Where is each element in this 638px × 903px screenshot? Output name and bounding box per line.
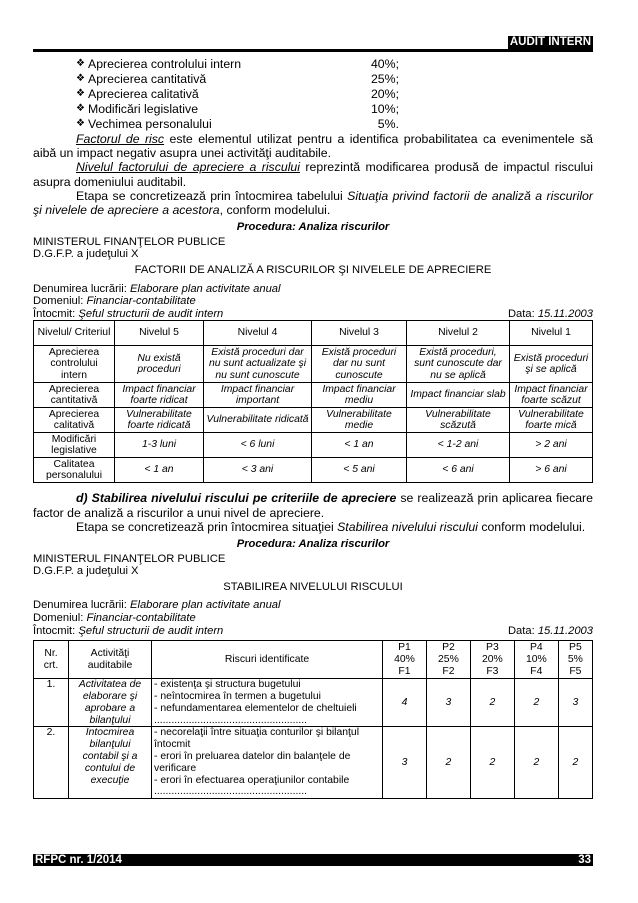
weight-item: ❖ Aprecierea calitativă 20%; bbox=[76, 87, 399, 102]
department: D.G.F.P. a judeţului X bbox=[33, 565, 139, 578]
paragraph-level: Nivelul factorului de apreciere a riscului reprezintă modificarea produsă de impactul riscului asupra domeniului auditabil. bbox=[33, 160, 593, 189]
diamond-bullet-icon: ❖ bbox=[76, 118, 85, 130]
risks-cell: - existenţa şi structura bugetului - neîntocmirea în termen a bugetului - nefundamentarea elementelor de cheltuieli ..................................................... bbox=[152, 679, 383, 727]
criterion-cell: Aprecierea cantitativă bbox=[34, 383, 115, 408]
table-cell: Vulnerabilitate foarte mică bbox=[510, 408, 593, 433]
domain: Domeniul: Financiar-contabilitate bbox=[33, 611, 196, 624]
page-number: 33 bbox=[578, 854, 591, 866]
work-name: Denumirea lucrării: Elaborare plan activitate anual bbox=[33, 282, 281, 295]
table-row bbox=[34, 679, 593, 727]
score-cell: 2 bbox=[558, 727, 592, 799]
table-title: STABILIREA NIVELULUI RISCULUI bbox=[223, 580, 403, 593]
table-row bbox=[34, 433, 593, 458]
risk-table bbox=[33, 640, 593, 799]
table-header: Nivelul 3 bbox=[312, 321, 407, 346]
diamond-bullet-icon: ❖ bbox=[76, 88, 85, 100]
table-title: FACTORII DE ANALIZĂ A RISCURILOR ŞI NIVELELE DE APRECIERE bbox=[134, 264, 492, 276]
table-cell: Impact financiar mediu bbox=[312, 383, 407, 408]
weight-item: ❖ Aprecierea cantitativă 25%; bbox=[76, 72, 399, 87]
activity-cell: Întocmirea bilanţului contabil şi a contului de execuţie bbox=[69, 727, 152, 799]
table-cell: > 6 ani bbox=[510, 458, 593, 483]
weight-header: P4 10% F4 bbox=[514, 641, 558, 679]
table-header: Activităţi auditabile bbox=[69, 641, 152, 679]
journal-label: RFPC nr. 1/2014 bbox=[35, 854, 122, 866]
score-cell: 2 bbox=[470, 679, 514, 727]
criterion-cell: Aprecierea calitativă bbox=[34, 408, 115, 433]
table-cell: Impact financiar important bbox=[204, 383, 312, 408]
paragraph-risk-factor: Factorul de risc este elementul utilizat pentru a identifica probabilitatea ca evenimentele să aibă un impact negativ asupra unei activităţi auditabile. bbox=[33, 132, 593, 161]
paragraph-establish: d) Stabilirea nivelului riscului pe criteriile de apreciere se realizează prin aplicarea fiecare factor de analiză a riscurilor a unui nivel de apreciere. bbox=[33, 491, 593, 520]
table-header: Riscuri identificate bbox=[152, 641, 383, 679]
date: Data: 15.11.2003 bbox=[507, 307, 593, 320]
table-header: Nivelul 1 bbox=[510, 321, 593, 346]
table-cell: > 2 ani bbox=[510, 433, 593, 458]
table-cell: < 3 ani bbox=[204, 458, 312, 483]
table-row bbox=[34, 727, 593, 799]
score-cell: 3 bbox=[558, 679, 592, 727]
diamond-bullet-icon: ❖ bbox=[76, 73, 85, 85]
table-cell: < 1 an bbox=[312, 433, 407, 458]
score-cell: 3 bbox=[383, 727, 427, 799]
work-name: Denumirea lucrării: Elaborare plan activitate anual bbox=[33, 599, 281, 612]
procedure-title: Procedura: Analiza riscurilor bbox=[236, 221, 390, 234]
table-header-row bbox=[34, 641, 593, 679]
footer-bar bbox=[33, 854, 593, 866]
weight-header: P1 40% F1 bbox=[383, 641, 427, 679]
table-header: Nr. crt. bbox=[34, 641, 69, 679]
table-cell: < 1-2 ani bbox=[407, 433, 510, 458]
table-cell: Vulnerabilitate ridicată bbox=[204, 408, 312, 433]
table-cell: Vulnerabilitate medie bbox=[312, 408, 407, 433]
author: Întocmit: Şeful structurii de audit intern bbox=[33, 307, 224, 320]
table-row bbox=[34, 346, 593, 383]
table-cell: Există proceduri dar nu sunt actualizate şi nu sunt cunoscute bbox=[204, 346, 312, 383]
weight-item: ❖ Vechimea personalului 5%. bbox=[76, 117, 399, 132]
table-header: Nivelul 5 bbox=[115, 321, 204, 346]
weight-item: ❖ Aprecierea controlului intern 40%; bbox=[76, 57, 399, 72]
department: D.G.F.P. a judeţului X bbox=[33, 248, 139, 261]
table-cell: Nu există proceduri bbox=[115, 346, 204, 383]
section-label: AUDIT INTERN bbox=[509, 36, 591, 48]
score-cell: 3 bbox=[426, 679, 470, 727]
score-cell: 2 bbox=[514, 727, 558, 799]
author-row bbox=[33, 308, 593, 321]
author-row bbox=[33, 625, 593, 638]
criterion-cell: Aprecierea controlului intern bbox=[34, 346, 115, 383]
table-cell: < 6 luni bbox=[204, 433, 312, 458]
procedure-title: Procedura: Analiza riscurilor bbox=[236, 537, 390, 550]
criterion-cell: Modificări legislative bbox=[34, 433, 115, 458]
table-row bbox=[34, 408, 593, 433]
table-row bbox=[34, 458, 593, 483]
factors-table bbox=[33, 320, 593, 483]
table-header: Nivelul 2 bbox=[407, 321, 510, 346]
table-cell: Vulnerabilitate foarte ridicată bbox=[115, 408, 204, 433]
diamond-bullet-icon: ❖ bbox=[76, 58, 85, 70]
page-content bbox=[33, 57, 593, 799]
table-cell: 1-3 luni bbox=[115, 433, 204, 458]
table-header-row bbox=[34, 321, 593, 346]
table-cell: < 1 an bbox=[115, 458, 204, 483]
score-cell: 4 bbox=[383, 679, 427, 727]
table-cell: Există proceduri, sunt cunoscute dar nu se aplică bbox=[407, 346, 510, 383]
row-number: 1. bbox=[34, 679, 69, 727]
weight-header: P2 25% F2 bbox=[426, 641, 470, 679]
table-header: Nivelul/ Criteriul bbox=[34, 321, 115, 346]
ministry: MINISTERUL FINANŢELOR PUBLICE bbox=[33, 552, 226, 565]
row-number: 2. bbox=[34, 727, 69, 799]
paragraph-stage: Etapa se concretizează prin întocmirea tabelului Situaţia privind factorii de analiză a riscurilor şi nivelele de apreciere a acestora, conform modelului. bbox=[33, 188, 593, 218]
criterion-cell: Calitatea personalului bbox=[34, 458, 115, 483]
ministry: MINISTERUL FINANŢELOR PUBLICE bbox=[33, 235, 226, 248]
table-row bbox=[34, 383, 593, 408]
risks-cell: - necorelaţii între situaţia conturilor şi bilanţul întocmit - erori în preluarea datelor din balanţele de verificare - erori în efectuarea operaţiunilor contabile ..................................................... bbox=[152, 727, 383, 799]
score-cell: 2 bbox=[514, 679, 558, 727]
activity-cell: Activitatea de elaborare şi aprobare a bilanţului bbox=[69, 679, 152, 727]
table-cell: Vulnerabilitate scăzută bbox=[407, 408, 510, 433]
table-cell: Impact financiar foarte scăzut bbox=[510, 383, 593, 408]
weight-header: P5 5% F5 bbox=[558, 641, 592, 679]
header-bar bbox=[33, 37, 593, 52]
score-cell: 2 bbox=[426, 727, 470, 799]
date: Data: 15.11.2003 bbox=[507, 624, 593, 637]
table-cell: Există proceduri şi se aplică bbox=[510, 346, 593, 383]
table-cell: Există proceduri dar nu sunt cunoscute bbox=[312, 346, 407, 383]
author: Întocmit: Şeful structurii de audit intern bbox=[33, 624, 224, 637]
paragraph-stage-2: Etapa se concretizează prin întocmirea situaţiei Stabilirea nivelului riscului conform modelului. bbox=[76, 519, 586, 534]
table-cell: < 6 ani bbox=[407, 458, 510, 483]
domain: Domeniul: Financiar-contabilitate bbox=[33, 295, 196, 308]
table-cell: Impact financiar foarte ridicat bbox=[115, 383, 204, 408]
weight-item: ❖ Modificări legislative 10%; bbox=[76, 102, 399, 117]
table-cell: Impact financiar slab bbox=[407, 383, 510, 408]
score-cell: 2 bbox=[470, 727, 514, 799]
weight-header: P3 20% F3 bbox=[470, 641, 514, 679]
weights-list bbox=[33, 57, 593, 132]
table-cell: < 5 ani bbox=[312, 458, 407, 483]
table-header: Nivelul 4 bbox=[204, 321, 312, 346]
diamond-bullet-icon: ❖ bbox=[76, 103, 85, 115]
